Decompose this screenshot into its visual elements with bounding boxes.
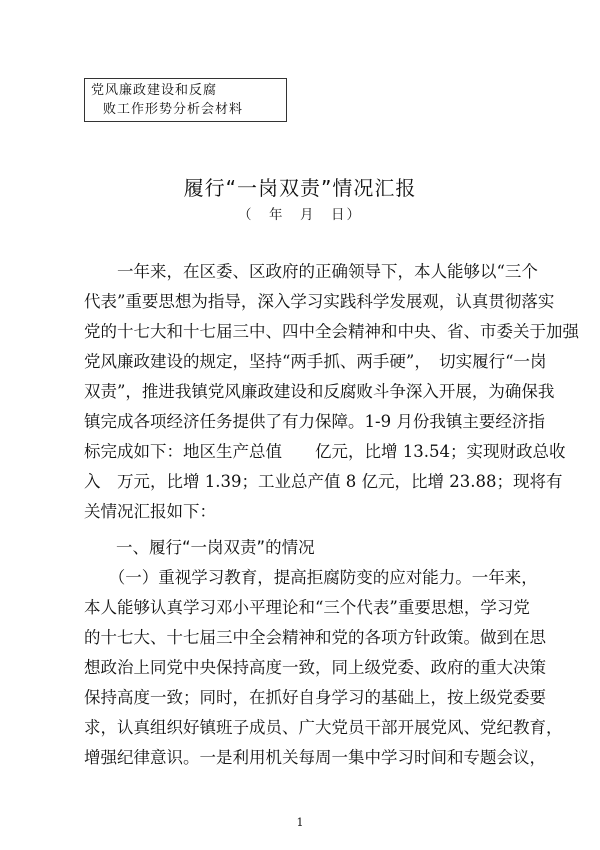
body-line: 党风廉政建设的规定，坚持“两手抓、两手硬”， 切实履行“一岗 bbox=[84, 352, 547, 371]
section-line: 的十七大、十七届三中全会精神和党的各项方针政策。做到在思 bbox=[84, 628, 546, 647]
body-line: 一年来，在区委、区政府的正确领导下，本人能够以“三个 bbox=[84, 262, 538, 281]
body-line: 代表”重要思想为指导，深入学习实践科学发展观，认真贯彻落实 bbox=[84, 292, 555, 311]
body-line: 党的十七大和十七届三中、四中全会精神和中央、省、市委关于加强 bbox=[84, 322, 579, 341]
body-line: 镇完成各项经济任务提供了有力保障。1-9 月份我镇主要经济指 bbox=[84, 412, 545, 431]
section-line: （一）重视学习教育，提高拒腐防变的应对能力。一年来， bbox=[84, 568, 538, 587]
header-box-line-2: 败工作形势分析会材料 bbox=[103, 102, 244, 117]
body-line: 标完成如下：地区生产总值 亿元，比增 13.54；实现财政总收 bbox=[84, 442, 566, 461]
section-line: 求，认真组织好镇班子成员、广大党员干部开展党风、党纪教育， bbox=[84, 718, 563, 737]
section-line: 增强纪律意识。一是利用机关每周一集中学习时间和专题会议， bbox=[84, 748, 546, 767]
section-line: 想政治上同党中央保持高度一致，同上级党委、政府的重大决策 bbox=[84, 658, 546, 677]
header-box-line-1: 党风廉政建设和反腐 bbox=[91, 83, 218, 98]
document-date: （ 年 月 日） bbox=[238, 207, 362, 223]
body-line: 入 万元，比增 1.39；工业总产值 8 亿元，比增 23.88；现将有 bbox=[84, 472, 563, 491]
header-box bbox=[84, 78, 287, 122]
section-line: 本人能够认真学习邓小平理论和“三个代表”重要思想，学习党 bbox=[84, 598, 530, 617]
document-title: 履行“一岗双责”情况汇报 bbox=[183, 176, 417, 200]
section-heading: 一、履行“一岗双责”的情况 bbox=[116, 538, 315, 557]
body-line: 双责”，推进我镇党风廉政建设和反腐败斗争深入开展，为确保我 bbox=[84, 382, 555, 401]
section-line: 保持高度一致；同时，在抓好自身学习的基础上，按上级党委要 bbox=[84, 688, 546, 707]
page-number: 1 bbox=[296, 816, 304, 829]
body-line: 关情况汇报如下： bbox=[84, 502, 216, 521]
